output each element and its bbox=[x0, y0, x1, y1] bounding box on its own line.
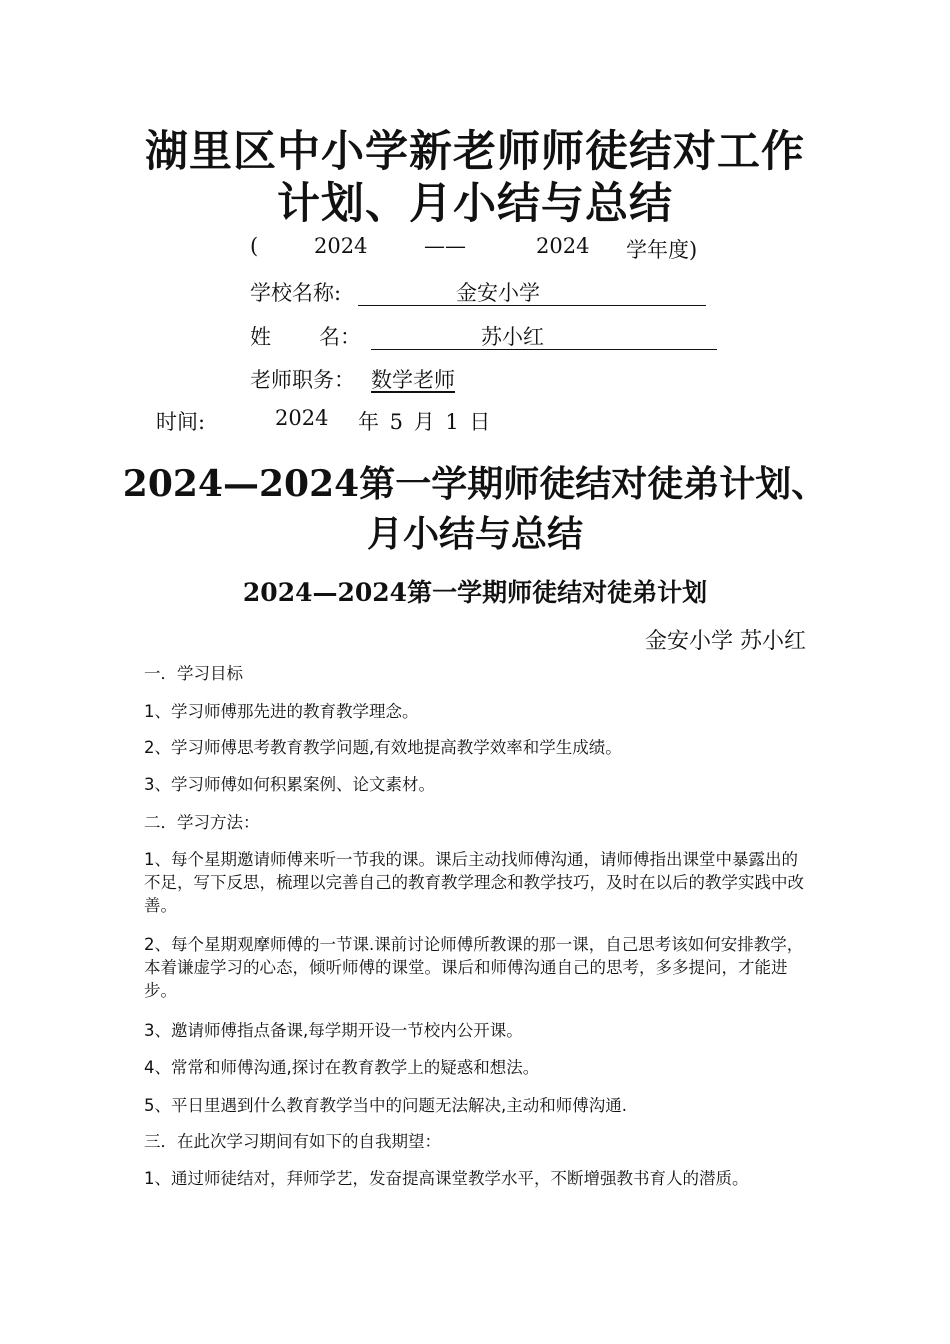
plan-title: 2024—2024第一学期师徒结对徒弟计划 bbox=[242, 578, 708, 607]
paragraph: 2、学习师傅思考教育教学问题,有效地提高教学效率和学生成绩。 bbox=[144, 738, 622, 757]
name-label-b: 名： bbox=[319, 325, 361, 349]
paragraph: 1、通过师徒结对，拜师学艺，发奋提高课堂教学水平，不断增强教书育人的潜质。 bbox=[144, 1169, 749, 1188]
post-label: 老师职务： bbox=[250, 368, 355, 392]
paragraph: 1、每个星期邀请师傅来听一节我的课。课后主动找师傅沟通，请师傅指出课堂中暴露出的不足，写下反思，梳理以完善自己的教育教学理念和教学技巧，及时在以后的教学实践中改善。 bbox=[144, 850, 804, 915]
school-value: 金安小学 bbox=[456, 281, 540, 305]
section-title-line1: 2024—2024第一学期师徒结对徒弟计划、 bbox=[122, 463, 828, 505]
paragraph: 1、学习师傅那先进的教育教学理念。 bbox=[144, 702, 419, 721]
paragraph: 二．学习方法： bbox=[144, 813, 260, 832]
paragraph: 2、每个星期观摩师傅的一节课.课前讨论师傅所教课的那一课，自己思考该如何安排教学，本着谦虚学习的心态，倾听师傅的课堂。课后和师傅沟通自己的思考，多多提问，才能进步。 bbox=[144, 935, 804, 1000]
name-label-a: 姓 bbox=[250, 325, 271, 349]
post-value: 数学老师 bbox=[371, 368, 455, 392]
name-label bbox=[250, 321, 361, 351]
name-value: 苏小红 bbox=[481, 325, 544, 349]
school-year-suffix: 学年度) bbox=[626, 238, 698, 262]
section-title-line2: 月小结与总结 bbox=[366, 513, 583, 555]
school-field bbox=[358, 277, 706, 306]
paragraph: 一．学习目标 bbox=[144, 664, 243, 683]
paragraph: 3、邀请师傅指点备课,每学期开设一节校内公开课。 bbox=[144, 1021, 523, 1040]
school-year-end: 2024 bbox=[536, 234, 590, 258]
paragraph: 5、平日里遇到什么教育教学当中的问题无法解决,主动和师傅沟通. bbox=[144, 1096, 627, 1115]
paragraph: 3、学习师傅如何积累案例、论文素材。 bbox=[144, 775, 435, 794]
time-year: 2024 bbox=[275, 406, 329, 430]
time-label: 时间: bbox=[156, 410, 206, 434]
name-field bbox=[371, 321, 717, 350]
paragraph: 三．在此次学习期间有如下的自我期望： bbox=[144, 1132, 441, 1151]
doc-title-line1: 湖里区中小学新老师师徒结对工作 bbox=[145, 127, 805, 177]
school-year-open: ( bbox=[250, 234, 259, 258]
time-date: 年 5 月 1 日 bbox=[358, 410, 493, 434]
paragraph: 4、常常和师傅沟通,探讨在教育教学上的疑惑和想法。 bbox=[144, 1058, 540, 1077]
author-line: 金安小学 苏小红 bbox=[645, 629, 806, 654]
school-label: 学校名称: bbox=[250, 281, 342, 305]
school-year-start: 2024 bbox=[314, 234, 368, 258]
school-year-dash: —— bbox=[424, 234, 466, 258]
doc-title-line2: 计划、月小结与总结 bbox=[277, 179, 673, 229]
